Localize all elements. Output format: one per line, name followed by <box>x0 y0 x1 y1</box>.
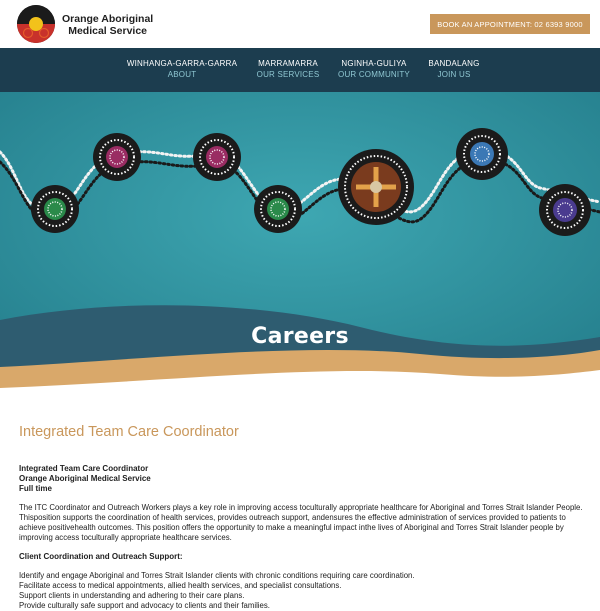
nav-english-label: OUR COMMUNITY <box>338 69 410 79</box>
nav-english-label: OUR SERVICES <box>256 69 320 79</box>
job-meta <box>19 464 589 494</box>
job-heading: Integrated Team Care Coordinator <box>19 424 239 440</box>
brand-line-1: Orange Aboriginal <box>62 13 154 25</box>
nav-native-label: WINHANGA-GARRA-GARRA <box>126 59 238 68</box>
flower-motif-3 <box>193 133 241 181</box>
aboriginal-dot-art-artwork <box>0 92 600 398</box>
list-item: Facilitate access to medical appointments, allied health services, and specialist consultations. <box>19 581 342 590</box>
flower-motif-1 <box>31 185 79 233</box>
list-item: Support clients in understanding and adhering to their care plans. <box>19 591 245 600</box>
job-intro-paragraph: The ITC Coordinator and Outreach Workers plays a key role in improving access toculturally appropriate healthcare for Aboriginal and Torres Strait Islander People. Thisposition supports the coordination of health services, provides outreach support, andensures the effective administration of services provided to patients to achieve positivehealth outcomes. This position offers the opportunity to make a meaningful impact inthe lives of Aboriginal and Torres Strait Islander people by improving access toculturally appropriate healthcare services. <box>19 503 583 542</box>
flower-motif-2 <box>93 133 141 181</box>
flower-motif-4 <box>254 185 302 233</box>
nav-item-our-community[interactable] <box>334 59 414 80</box>
nav-item-join-us[interactable] <box>424 59 484 80</box>
nav-english-label: ABOUT <box>167 69 197 79</box>
job-meta-title: Integrated Team Care Coordinator <box>19 464 149 473</box>
page-title: Careers <box>251 324 349 349</box>
book-appointment-button[interactable]: BOOK AN APPOINTMENT: 02 6393 9000 <box>430 14 590 34</box>
list-item: Identify and engage Aboriginal and Torres Strait Islander clients with chronic conditions requiring care coordination. <box>19 571 415 580</box>
job-meta-organisation: Orange Aboriginal Medical Service <box>19 474 151 483</box>
oams-logo-icon[interactable] <box>16 4 56 44</box>
flower-motif-5 <box>456 128 508 180</box>
nav-native-label: NGINHA-GULIYA <box>341 59 407 68</box>
nav-english-label: JOIN US <box>437 69 471 79</box>
brand-line-2: Medical Service <box>68 25 147 37</box>
section-heading: Client Coordination and Outreach Support: <box>19 552 183 561</box>
job-meta-employment-type: Full time <box>19 484 52 493</box>
flower-motif-6 <box>539 184 591 236</box>
site-header <box>0 0 600 48</box>
nav-native-label: MARRAMARRA <box>258 59 318 68</box>
duties-list <box>19 571 589 611</box>
job-listing <box>19 398 589 611</box>
nav-native-label: BANDALANG <box>428 59 480 68</box>
hero-banner <box>0 92 600 398</box>
main-nav <box>0 48 600 92</box>
nav-item-our-services[interactable] <box>252 59 324 80</box>
central-meeting-place-motif <box>338 149 414 225</box>
nav-item-about[interactable] <box>126 59 238 80</box>
list-item: Provide culturally safe support and advocacy to clients and their families. <box>19 601 270 610</box>
brand-name[interactable] <box>62 13 153 37</box>
